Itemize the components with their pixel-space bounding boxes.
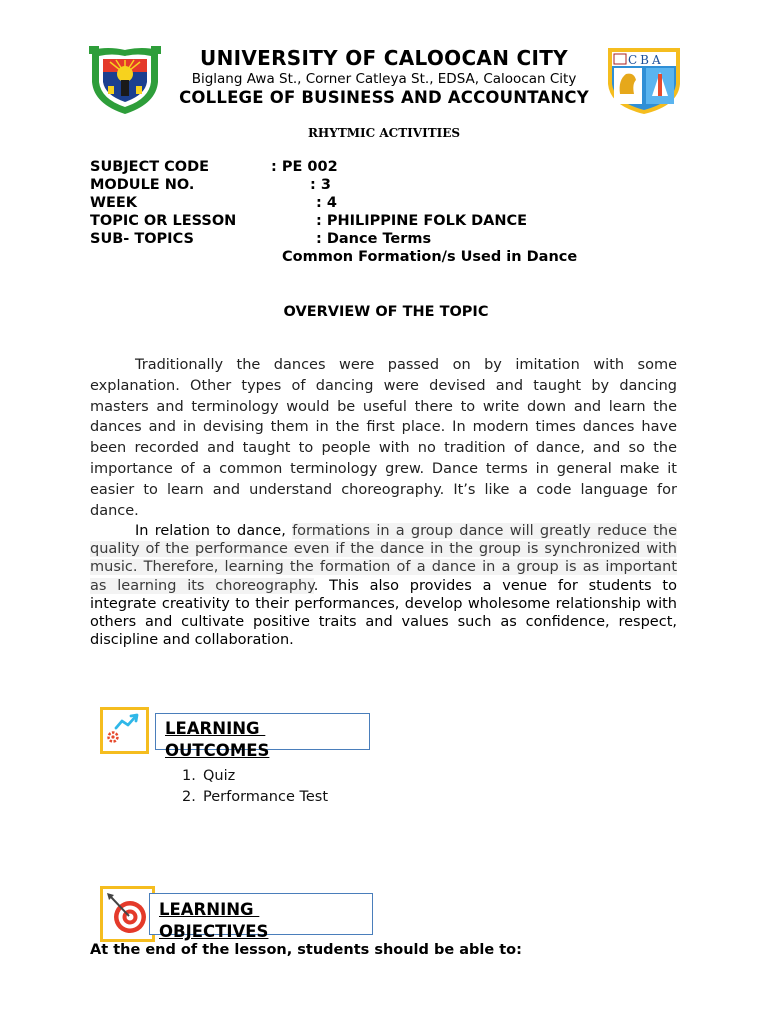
learning-outcomes-heading-box	[155, 713, 370, 760]
university-address: Biglang Awa St., Corner Catleya St., EDSA, Caloocan City	[191, 71, 577, 87]
overview-paragraph-1	[90, 355, 677, 521]
learning-objectives-title: LEARNING OBJECTIVES	[159, 900, 269, 941]
list-item-text: Quiz	[203, 768, 236, 784]
paragraph-2-lead: In relation to dance,	[135, 523, 293, 539]
learning-objectives-heading-box	[149, 893, 373, 941]
learning-objectives-icon-frame	[100, 886, 155, 942]
info-value-module-no: : 3	[310, 177, 331, 193]
cba-shield-logo	[604, 44, 684, 116]
target-icon	[103, 889, 152, 939]
cba-logo-text: CBA	[628, 53, 664, 67]
paragraph-1-text: Traditionally the dances were passed on by imitation with some explanation. Other types of dancing were devised and taught by dancing masters and terminology would be useful there to write down and learn the dances and in devising them in the first place. In modern times dances have been recorded and taught to people with no tradition of dance, and so the importance of a common terminology grew. Dance terms in general make it easier to learn and understand choreography. It’s like a code language for dance.	[90, 357, 677, 519]
module-title: RHYTMIC ACTIVITIES	[307, 126, 461, 140]
objectives-intro-line: At the end of the lesson, students should be able to:	[90, 942, 522, 958]
info-value-week: : 4	[316, 195, 337, 211]
learning-outcomes-icon-frame	[100, 707, 149, 754]
university-seal-logo	[88, 44, 162, 116]
info-value-subtopic-2: Common Formation/s Used in Dance	[282, 249, 578, 265]
college-name: COLLEGE OF BUSINESS AND ACCOUNTANCY	[179, 88, 589, 107]
overview-heading: OVERVIEW OF THE TOPIC	[283, 304, 489, 320]
overview-paragraph-2	[90, 522, 677, 649]
info-label-module-no: MODULE NO.	[90, 177, 195, 193]
info-value-topic: : PHILIPPINE FOLK DANCE	[316, 213, 528, 229]
info-value-subject-code: : PE 002	[271, 159, 338, 175]
info-value-subtopic-1: : Dance Terms	[316, 231, 432, 247]
info-label-subtopics: SUB- TOPICS	[90, 231, 194, 247]
info-label-topic: TOPIC OR LESSON	[90, 213, 237, 229]
learning-outcomes-title: LEARNING OUTCOMES	[165, 719, 270, 760]
list-item	[182, 787, 328, 808]
growth-chart-icon	[103, 710, 146, 751]
info-label-week: WEEK	[90, 195, 138, 211]
list-item	[182, 766, 328, 787]
paragraph-2-highlight: formations in a group dance will greatly reduce the quality of the performance even if the dance in the group is synchronized with music. Therefore, learning the formation of a dance in a group is as important as learning its choreography	[90, 523, 678, 594]
university-name: UNIVERSITY OF CALOOCAN CITY	[200, 46, 568, 70]
info-label-subject-code: SUBJECT CODE	[90, 159, 210, 175]
list-item-number: 1.	[182, 768, 196, 784]
list-item-number: 2.	[182, 789, 196, 805]
paragraph-2-rest: . This also provides a venue for students to integrate creativity to their performances, develop wholesome relationship with others and cultivate positive traits and values such as confidence, respect, discipline and collaboration.	[90, 577, 677, 649]
learning-outcomes-list	[182, 766, 328, 808]
list-item-text: Performance Test	[203, 789, 329, 805]
